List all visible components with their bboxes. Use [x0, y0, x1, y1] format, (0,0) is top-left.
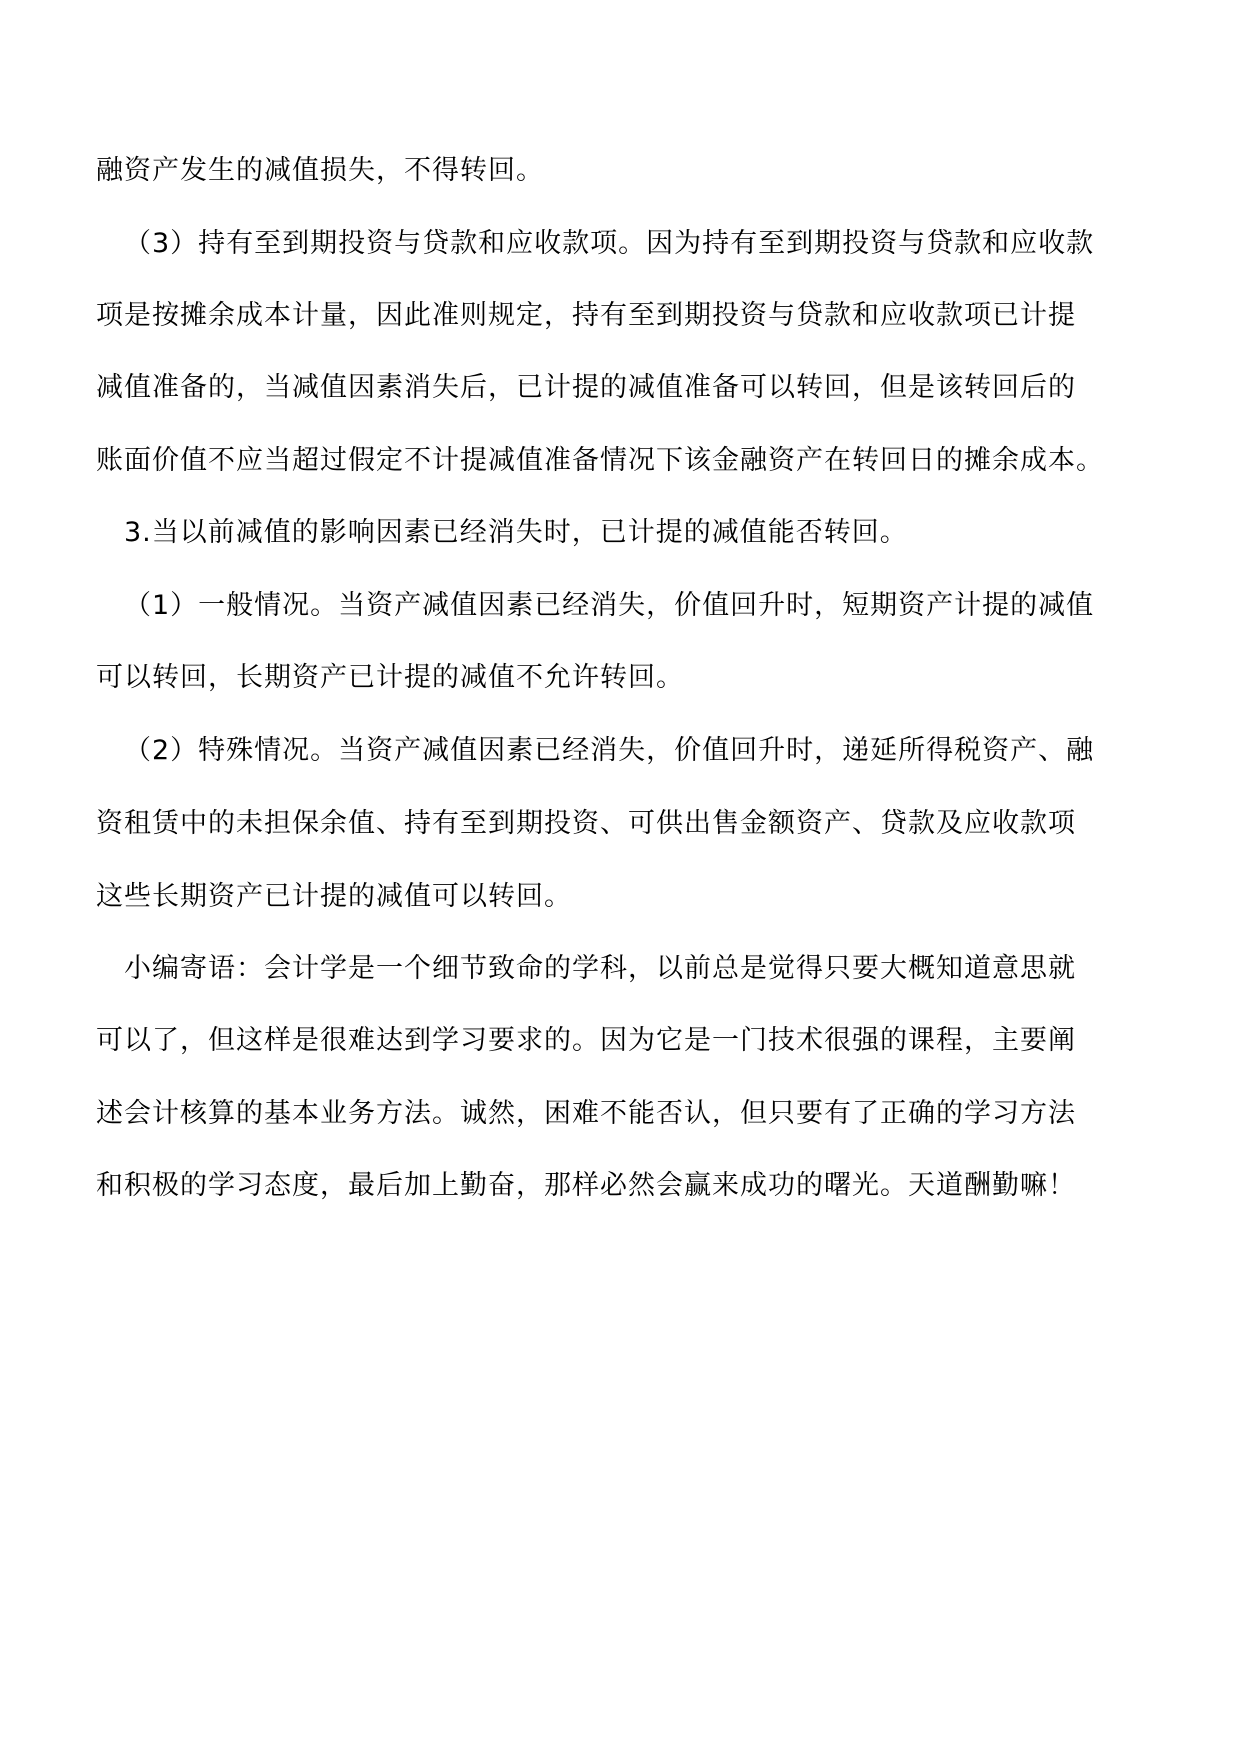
text-line: 资租赁中的未担保余值、持有至到期投资、可供出售金额资产、贷款及应收款项 [96, 808, 1076, 839]
text-line: 减值准备的，当减值因素消失后，已计提的减值准备可以转回，但是该转回后的 [96, 372, 1076, 403]
text-line: 和积极的学习态度，最后加上勤奋，那样必然会赢来成功的曙光。天道酬勤嘛！ [96, 1170, 1076, 1201]
text-line: （2）特殊情况。当资产减值因素已经消失，价值回升时，递延所得税资产、融 [124, 735, 1095, 766]
text-line: 项是按摊余成本计量，因此准则规定，持有至到期投资与贷款和应收款项已计提 [96, 300, 1076, 331]
text-line: （3）持有至到期投资与贷款和应收款项。因为持有至到期投资与贷款和应收款 [124, 228, 1095, 259]
text-line: 3.当以前减值的影响因素已经消失时，已计提的减值能否转回。 [124, 517, 908, 548]
text-line: 可以转回，长期资产已计提的减值不允许转回。 [96, 662, 684, 693]
text-line: （1）一般情况。当资产减值因素已经消失，价值回升时，短期资产计提的减值 [124, 590, 1095, 621]
text-line: 述会计核算的基本业务方法。诚然，困难不能否认，但只要有了正确的学习方法 [96, 1098, 1076, 1129]
text-line: 这些长期资产已计提的减值可以转回。 [96, 881, 572, 912]
text-line: 融资产发生的减值损失，不得转回。 [96, 155, 544, 186]
text-line: 账面价值不应当超过假定不计提减值准备情况下该金融资产在转回日的摊余成本。 [96, 445, 1104, 476]
text-line: 可以了，但这样是很难达到学习要求的。因为它是一门技术很强的课程，主要阐 [96, 1025, 1076, 1056]
text-line: 小编寄语：会计学是一个细节致命的学科，以前总是觉得只要大概知道意思就 [124, 953, 1076, 984]
